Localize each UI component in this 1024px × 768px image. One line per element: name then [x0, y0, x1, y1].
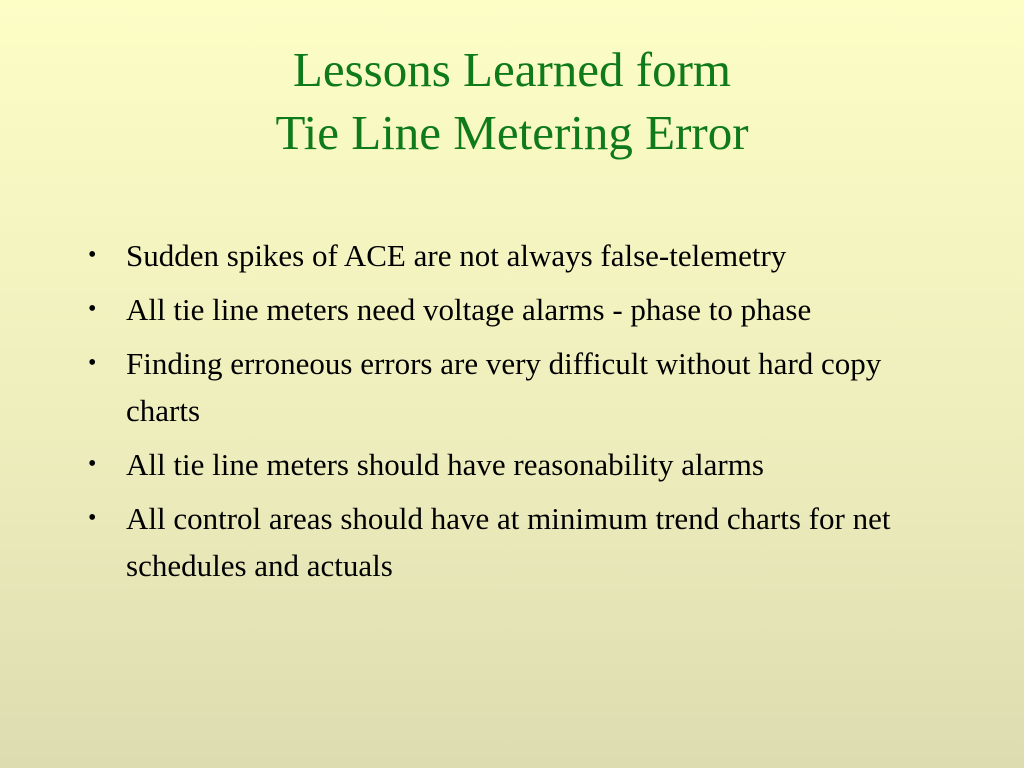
bullet-list — [86, 232, 946, 596]
slide-title — [0, 38, 1024, 164]
bullet-item-4 — [86, 441, 946, 488]
bullet-dot-icon: • — [88, 451, 97, 477]
bullet-text-2: All tie line meters need voltage alarms - phase to phase — [126, 292, 812, 327]
bullet-dot-icon: • — [88, 242, 97, 268]
bullet-dot-icon: • — [88, 296, 97, 322]
bullet-item-3 — [86, 340, 946, 434]
title-line-2: Tie Line Metering Error — [275, 105, 749, 160]
bullet-text-4: All tie line meters should have reasonability alarms — [126, 447, 764, 482]
bullet-item-2 — [86, 286, 946, 333]
title-line-1: Lessons Learned form — [292, 42, 732, 97]
bullet-item-1 — [86, 232, 946, 279]
bullet-dot-icon: • — [88, 350, 97, 376]
bullet-item-5 — [86, 495, 946, 589]
bullet-dot-icon: • — [88, 505, 97, 531]
bullet-text-1: Sudden spikes of ACE are not always false-telemetry — [126, 238, 787, 273]
bullet-text-5: All control areas should have at minimum trend charts for net schedules and actuals — [126, 501, 891, 583]
bullet-text-3: Finding erroneous errors are very difficult without hard copy charts — [126, 346, 882, 428]
